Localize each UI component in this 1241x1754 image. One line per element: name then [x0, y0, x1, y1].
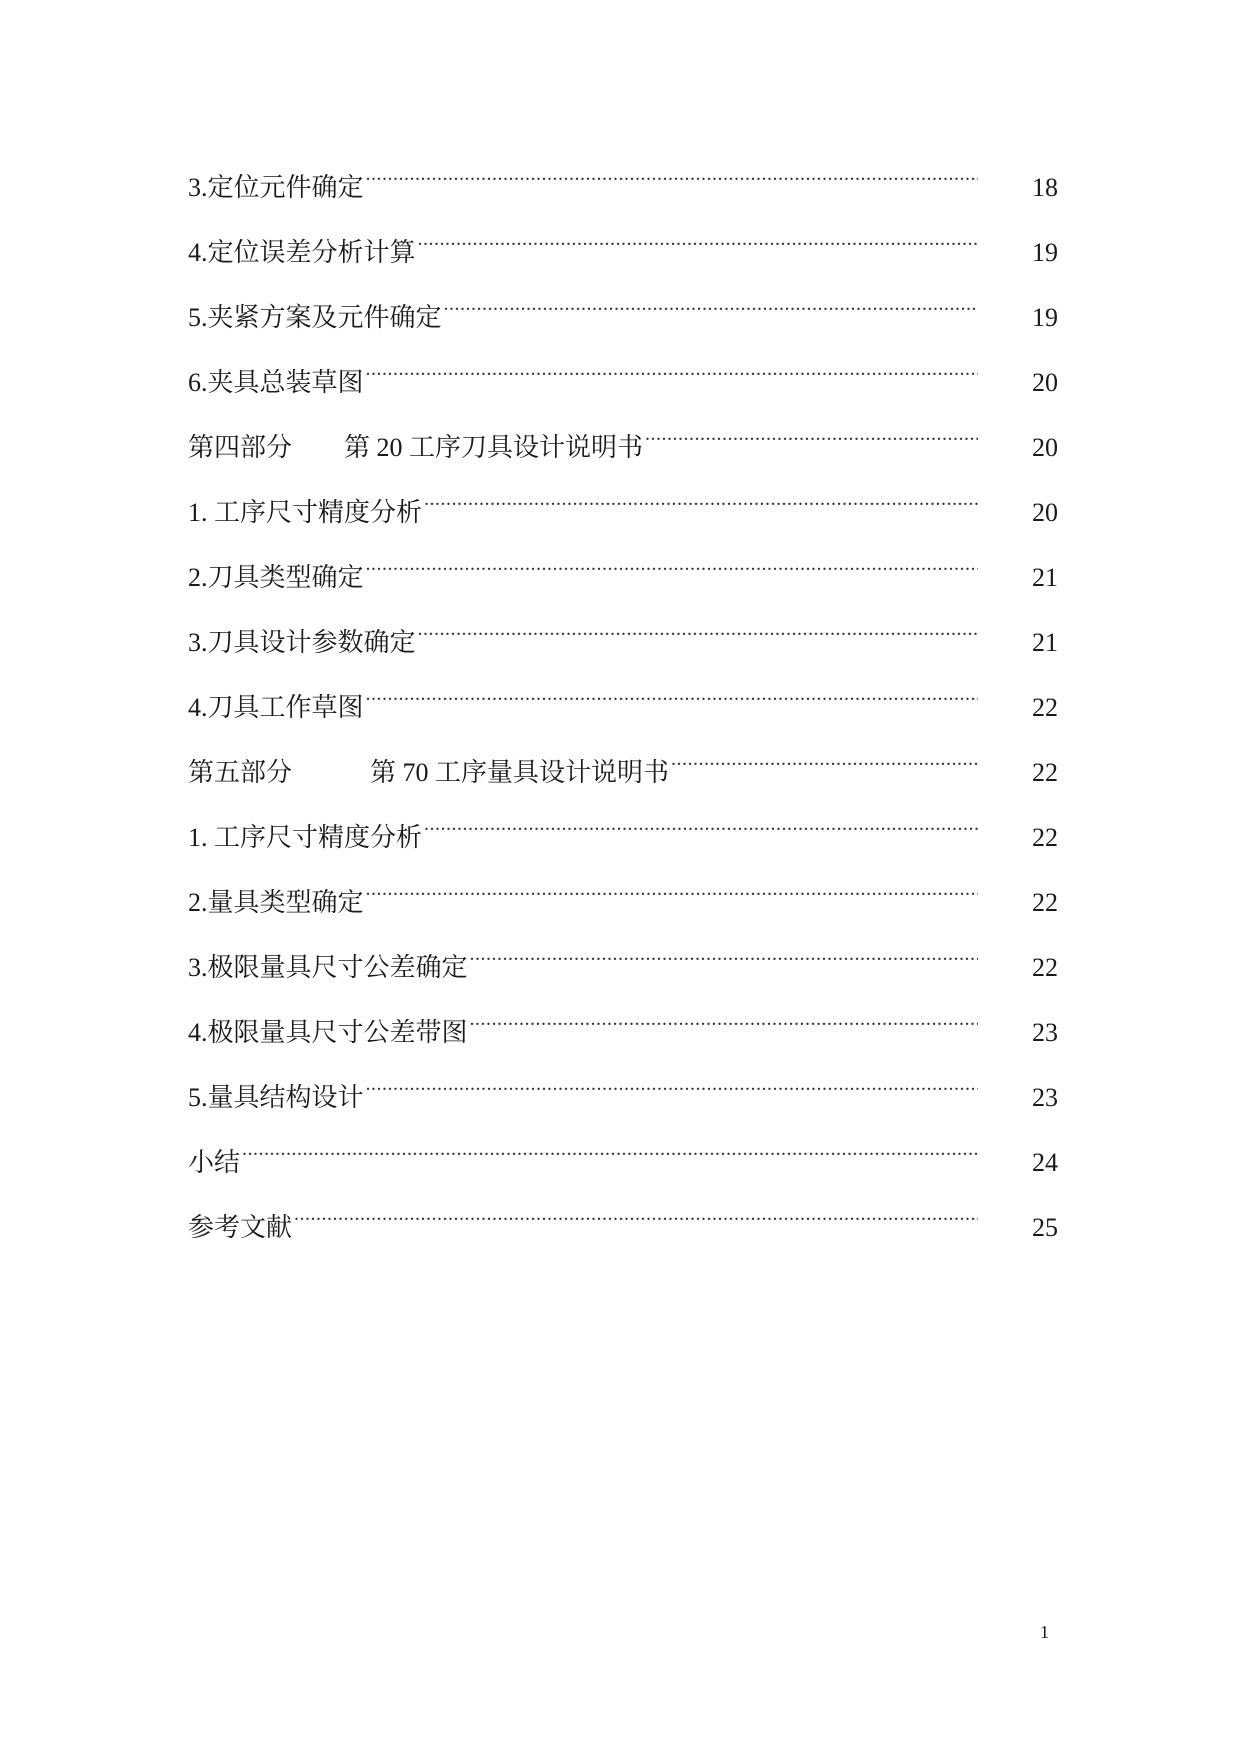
- toc-entry-page: 19: [1032, 238, 1058, 267]
- toc-entry-page: 22: [1032, 693, 1058, 722]
- toc-entry-page: 25: [1032, 1213, 1058, 1242]
- toc-entry-page: 23: [1032, 1018, 1058, 1047]
- toc-leader-dots: [418, 225, 978, 261]
- toc-entry[interactable]: [188, 1135, 1058, 1200]
- toc-leader-dots: [645, 420, 978, 456]
- toc-entry-title: 4.定位误差分析计算: [188, 238, 416, 267]
- toc-leader-dots: [294, 1200, 978, 1236]
- table-of-contents: [188, 160, 1058, 1265]
- toc-entry-title: 2.量具类型确定: [188, 888, 364, 917]
- toc-entry-page: 22: [1032, 888, 1058, 917]
- toc-entry[interactable]: [188, 550, 1058, 615]
- toc-entry-page: 20: [1032, 498, 1058, 527]
- toc-entry-title: 3.定位元件确定: [188, 173, 364, 202]
- toc-entry[interactable]: [188, 485, 1058, 550]
- toc-leader-dots: [242, 1135, 978, 1171]
- toc-entry-title: 6.夹具总装草图: [188, 368, 364, 397]
- toc-entry-title: 第五部分 第 70 工序量具设计说明书: [188, 758, 670, 787]
- toc-entry[interactable]: [188, 745, 1058, 810]
- toc-leader-dots: [424, 810, 978, 846]
- toc-entry[interactable]: [188, 810, 1058, 875]
- toc-entry-page: 22: [1032, 953, 1058, 982]
- toc-leader-dots: [366, 355, 978, 391]
- toc-entry-page: 21: [1032, 563, 1058, 592]
- toc-entry-title: 参考文献: [188, 1213, 293, 1242]
- toc-leader-dots: [424, 485, 978, 521]
- toc-entry-page: 20: [1032, 368, 1058, 397]
- toc-entry-title: 4.极限量具尺寸公差带图: [188, 1018, 468, 1047]
- toc-entry-title: 第四部分 第 20 工序刀具设计说明书: [188, 433, 644, 462]
- toc-entry-title: 3.极限量具尺寸公差确定: [188, 953, 468, 982]
- toc-entry-title: 3.刀具设计参数确定: [188, 628, 416, 657]
- toc-leader-dots: [444, 290, 978, 326]
- toc-entry-page: 18: [1032, 173, 1058, 202]
- toc-leader-dots: [366, 680, 978, 716]
- page-number: 1: [1040, 1622, 1049, 1642]
- toc-entry[interactable]: [188, 1200, 1058, 1265]
- toc-entry[interactable]: [188, 420, 1058, 485]
- toc-entry[interactable]: [188, 290, 1058, 355]
- toc-entry-title: 4.刀具工作草图: [188, 693, 364, 722]
- toc-entry-title: 2.刀具类型确定: [188, 563, 364, 592]
- toc-entry-title: 1. 工序尺寸精度分析: [188, 498, 423, 527]
- toc-entry-title: 1. 工序尺寸精度分析: [188, 823, 423, 852]
- toc-leader-dots: [366, 160, 978, 196]
- toc-entry[interactable]: [188, 1070, 1058, 1135]
- toc-leader-dots: [418, 615, 978, 651]
- toc-entry[interactable]: [188, 355, 1058, 420]
- toc-leader-dots: [470, 940, 978, 976]
- toc-entry-page: 23: [1032, 1083, 1058, 1112]
- toc-entry-page: 22: [1032, 758, 1058, 787]
- toc-entry[interactable]: [188, 940, 1058, 1005]
- toc-leader-dots: [366, 550, 978, 586]
- toc-entry-page: 24: [1032, 1148, 1058, 1177]
- toc-entry-page: 19: [1032, 303, 1058, 332]
- toc-entry[interactable]: [188, 160, 1058, 225]
- toc-leader-dots: [470, 1005, 978, 1041]
- toc-leader-dots: [366, 1070, 978, 1106]
- toc-entry-page: 20: [1032, 433, 1058, 462]
- toc-entry-title: 小结: [188, 1148, 241, 1177]
- toc-entry[interactable]: [188, 875, 1058, 940]
- toc-entry-page: 22: [1032, 823, 1058, 852]
- toc-entry-title: 5.量具结构设计: [188, 1083, 364, 1112]
- toc-entry[interactable]: [188, 225, 1058, 290]
- toc-entry-title: 5.夹紧方案及元件确定: [188, 303, 442, 332]
- toc-entry[interactable]: [188, 1005, 1058, 1070]
- toc-leader-dots: [671, 745, 978, 781]
- toc-leader-dots: [366, 875, 978, 911]
- toc-entry[interactable]: [188, 615, 1058, 680]
- toc-entry-page: 21: [1032, 628, 1058, 657]
- toc-entry[interactable]: [188, 680, 1058, 745]
